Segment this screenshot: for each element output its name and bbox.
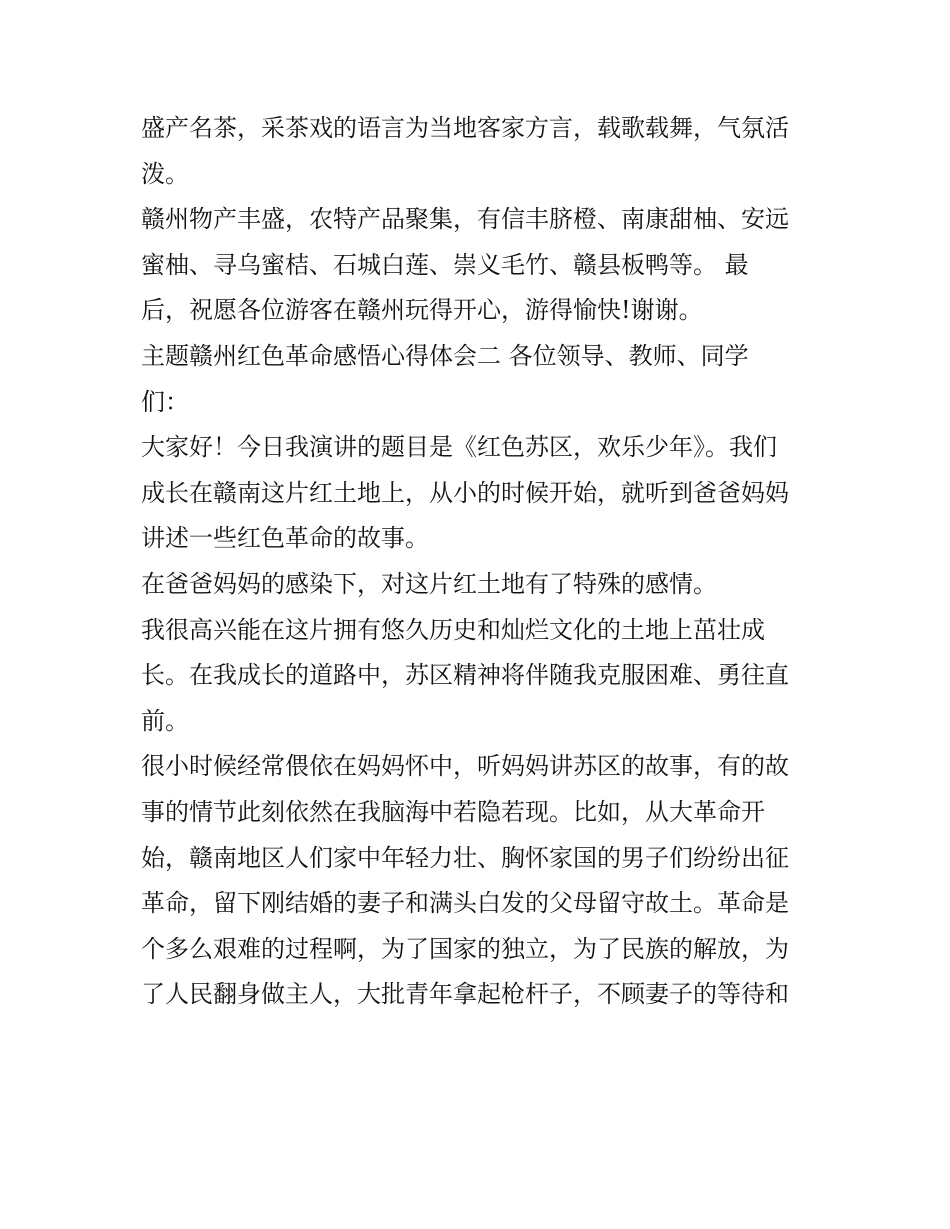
text-line: 我很高兴能在这片拥有悠久历史和灿烂文化的土地上茁壮成 xyxy=(141,615,765,644)
text-line: 很小时候经常偎依在妈妈怀中，听妈妈讲苏区的故事，有的故 xyxy=(141,752,789,781)
text-line: 个多么艰难的过程啊，为了国家的独立，为了民族的解放，为 xyxy=(141,934,789,963)
text-line: 主题赣州红色革命感悟心得体会二 各位领导、教师、同学 xyxy=(141,341,749,370)
body-text xyxy=(141,106,813,1018)
text-line: 革命，留下刚结婚的妻子和满头白发的父母留守故土。革命是 xyxy=(141,889,789,918)
text-line: 大家好！今日我演讲的题目是《红色苏区，欢乐少年》。我们 xyxy=(141,433,777,462)
text-line: 泼。 xyxy=(141,159,189,188)
text-line: 了人民翻身做主人，大批青年拿起枪杆子，不顾妻子的等待和 xyxy=(141,980,789,1009)
text-line: 后，祝愿各位游客在赣州玩得开心，游得愉快!谢谢。 xyxy=(141,296,703,325)
text-line: 事的情节此刻依然在我脑海中若隐若现。比如，从大革命开 xyxy=(141,797,765,826)
text-line: 始，赣南地区人们家中年轻力壮、胸怀家国的男子们纷纷出征 xyxy=(141,843,789,872)
text-line: 赣州物产丰盛，农特产品聚集，有信丰脐橙、南康甜柚、安远 xyxy=(141,205,789,234)
text-line: 在爸爸妈妈的感染下，对这片红土地有了特殊的感情。 xyxy=(141,569,717,598)
text-line: 们： xyxy=(141,387,189,416)
text-line: 成长在赣南这片红土地上，从小的时候开始，就听到爸爸妈妈 xyxy=(141,478,789,507)
text-line: 蜜柚、寻乌蜜桔、石城白莲、崇义毛竹、赣县板鸭等。 最 xyxy=(141,250,749,279)
text-line: 长。在我成长的道路中，苏区精神将伴随我克服困难、勇往直 xyxy=(141,661,789,690)
text-line: 前。 xyxy=(141,706,189,735)
text-line: 盛产名茶，采茶戏的语言为当地客家方言，载歌载舞，气氛活 xyxy=(141,114,789,142)
text-line: 讲述一些红色革命的故事。 xyxy=(141,524,429,553)
